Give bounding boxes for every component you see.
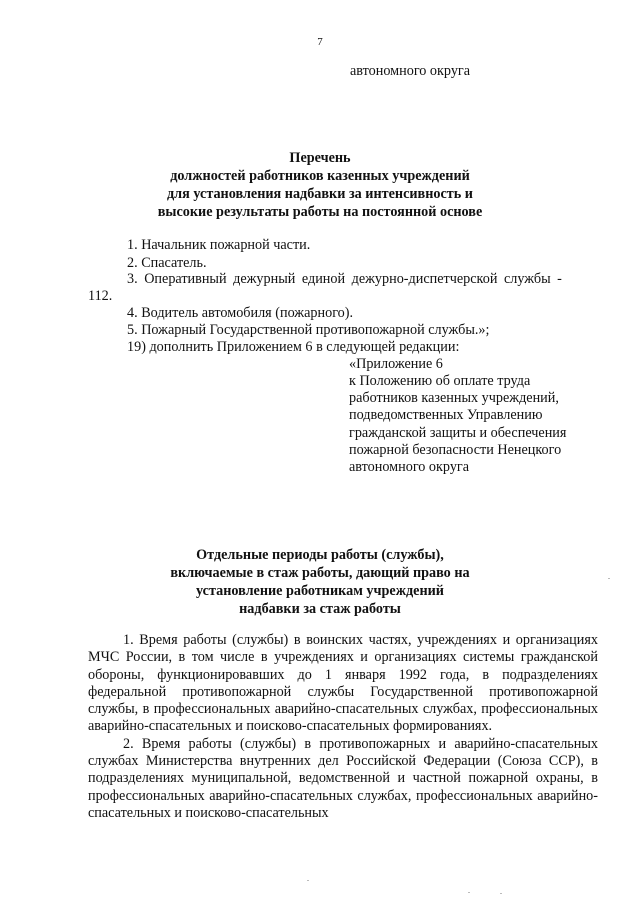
appendix-line: подведомственных Управлению <box>349 407 543 423</box>
list2-title-line: установление работникам учреждений <box>196 583 444 599</box>
list-item: 4. Водитель автомобиля (пожарного). <box>127 305 354 321</box>
list-item: 2. Спасатель. <box>127 255 207 271</box>
list1-title-line: должностей работников казенных учреждений <box>170 168 470 184</box>
list2-title-line: Отдельные периоды работы (службы), <box>196 547 444 563</box>
scan-speck <box>468 892 470 893</box>
appendix-line: работников казенных учреждений, <box>349 390 559 406</box>
page-number: 7 <box>317 36 323 48</box>
appendix-line: пожарной безопасности Ненецкого <box>349 442 562 458</box>
appendix-line: гражданской защиты и обеспечения <box>349 425 567 441</box>
scan-speck <box>500 893 502 894</box>
header-continuation: автономного округа <box>350 63 471 79</box>
paragraph: 1. Время работы (службы) в воинских частях, учреждениях и организациях МЧС России, в том числе в учреждениях и организациях системы гражданской обороны, функционировавших до 1 января 1992 года, в подразделениях федеральной противопожарной службы Государственной противопожарной службы, в профессиональных аварийно-спасательных службах, профессиональных аварийно-спасательных и поисково-спасательных формированиях. <box>88 632 598 735</box>
periods-body <box>88 632 598 822</box>
list1-title-line: Перечень <box>289 150 351 166</box>
scan-speck <box>608 578 610 579</box>
paragraph: 2. Время работы (службы) в противопожарных и аварийно-спасательных службах Министерства внутренних дел Российской Федерации (Союза ССР), в подразделениях муниципальной, ведомственной и частной пожарной охраны, в профессиональных аварийно-спасательных службах, профессиональных аварийно-спасательных и поисково-спасательных <box>88 735 598 821</box>
appendix-line: «Приложение 6 <box>349 356 443 372</box>
list1-title-line: высокие результаты работы на постоянной основе <box>157 204 483 220</box>
scan-speck <box>307 880 309 881</box>
amendment-item: 19) дополнить Приложением 6 в следующей редакции: <box>127 339 460 355</box>
list-item: 5. Пожарный Государственной противопожарной службы.»; <box>127 322 490 338</box>
list-item: 3. Оперативный дежурный единой дежурно-диспетчерской службы - <box>127 271 562 287</box>
appendix-line: к Положению об оплате труда <box>349 373 531 389</box>
appendix-line: автономного округа <box>349 459 470 475</box>
list1-title-line: для установления надбавки за интенсивность и <box>167 186 473 202</box>
list-item-continuation: 112. <box>88 288 113 304</box>
list2-title-line: включаемые в стаж работы, дающий право на <box>170 565 470 581</box>
list-item: 1. Начальник пожарной части. <box>127 237 311 253</box>
list2-title-line: надбавки за стаж работы <box>239 601 401 617</box>
